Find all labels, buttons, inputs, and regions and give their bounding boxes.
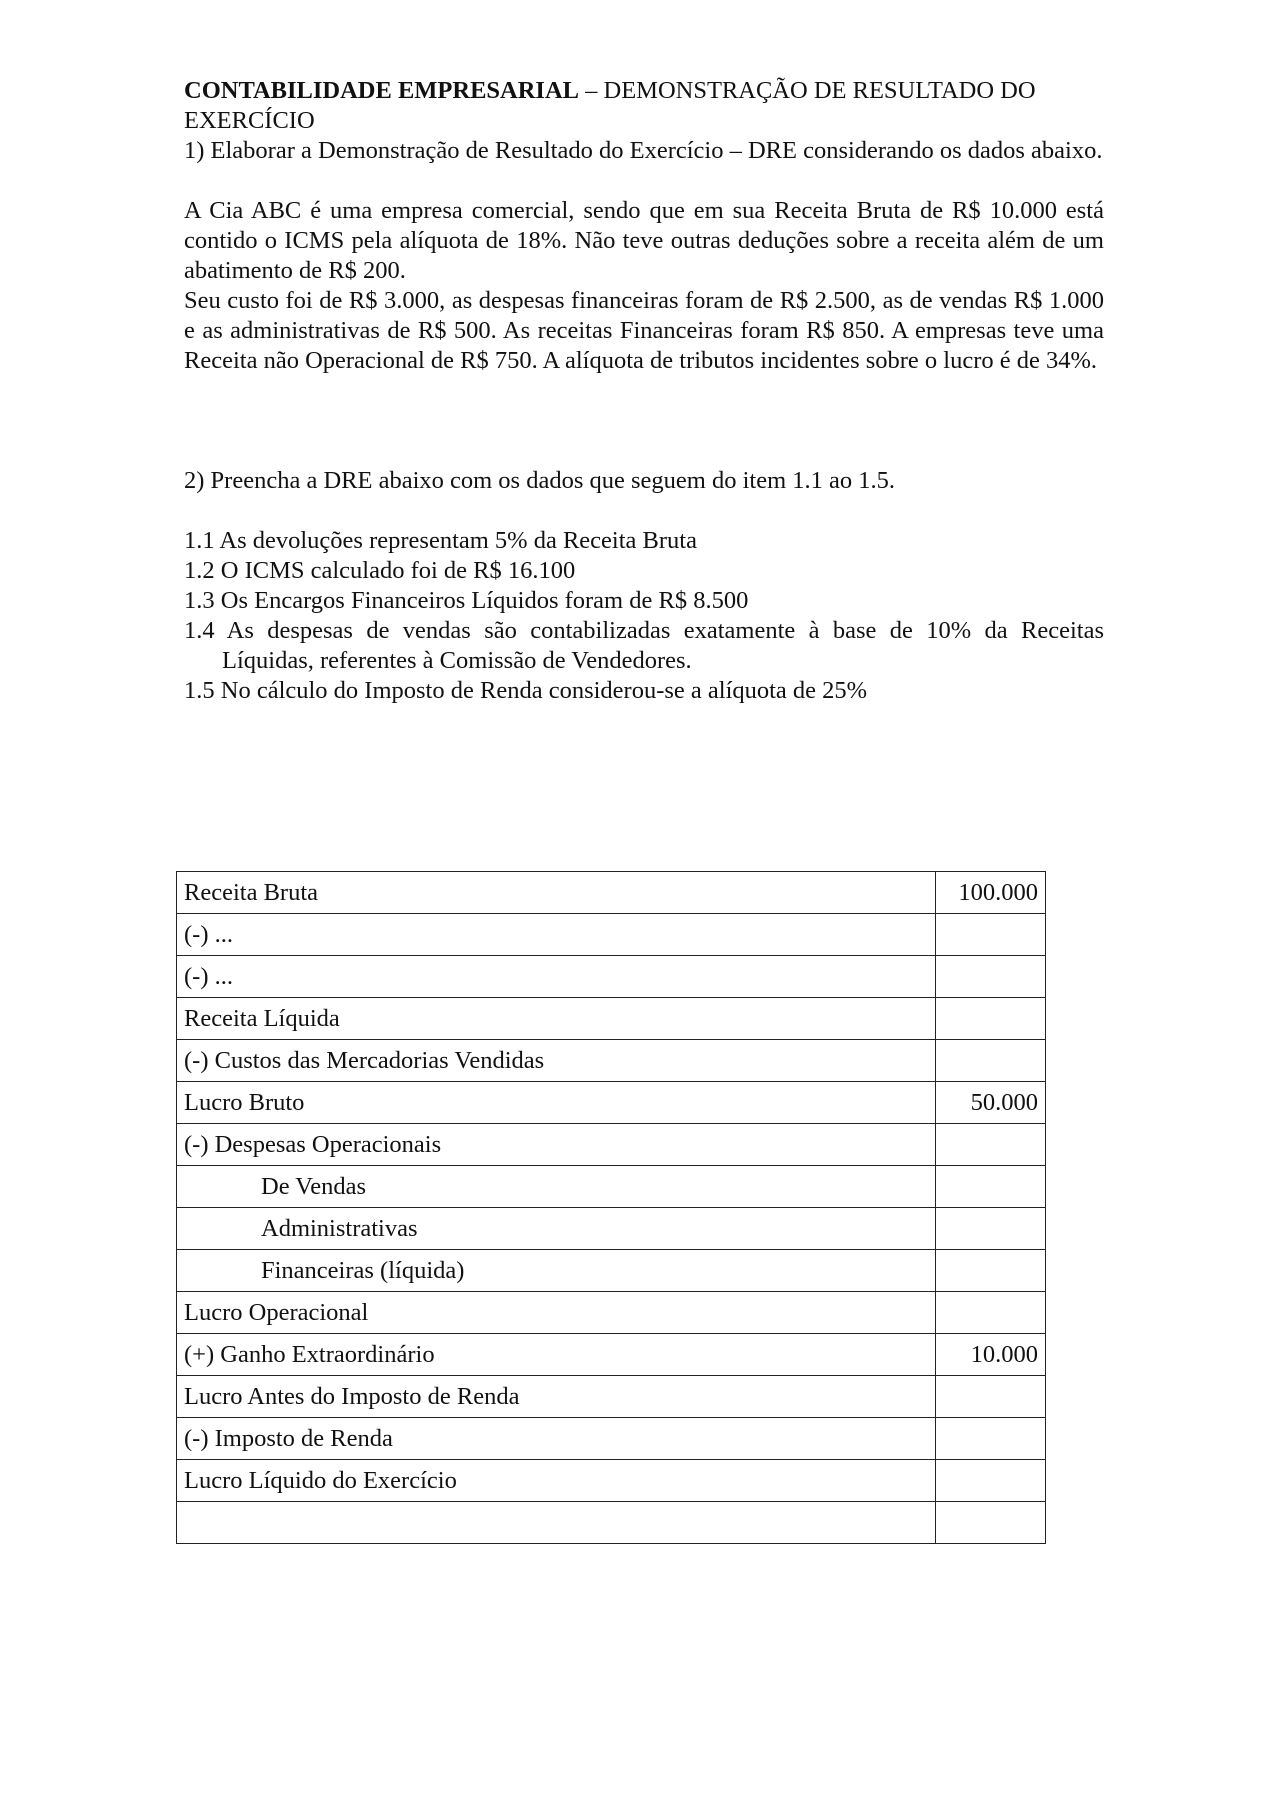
table-row	[177, 1250, 1046, 1292]
row-value	[935, 1250, 1045, 1292]
row-value	[935, 1460, 1045, 1502]
item-1-4: 1.4 As despesas de vendas são contabilizadas exatamente à base de 10% da Receitas Líquidas, referentes à Comissão de Vendedores.	[184, 617, 1104, 674]
row-value	[935, 1040, 1045, 1082]
row-value	[935, 1166, 1045, 1208]
row-value	[935, 998, 1045, 1040]
row-label: Lucro Antes do Imposto de Renda	[177, 1376, 936, 1418]
row-label	[177, 1502, 936, 1544]
table-row	[177, 1124, 1046, 1166]
dre-table	[176, 871, 1046, 1544]
table-row	[177, 1208, 1046, 1250]
row-value	[935, 1292, 1045, 1334]
row-label: Receita Líquida	[177, 998, 936, 1040]
row-label: Receita Bruta	[177, 872, 936, 914]
table-row	[177, 1334, 1046, 1376]
row-label: (-) ...	[177, 914, 936, 956]
row-value	[935, 956, 1045, 998]
item-1-3: 1.3 Os Encargos Financeiros Líquidos foram de R$ 8.500	[184, 587, 749, 614]
row-label: (-) Despesas Operacionais	[177, 1124, 936, 1166]
row-value	[935, 1376, 1045, 1418]
table-row	[177, 1040, 1046, 1082]
table-row	[177, 1460, 1046, 1502]
question-1-paragraph-2: Seu custo foi de R$ 3.000, as despesas financeiras foram de R$ 2.500, as de vendas R$ 1.000 e as administrativas de R$ 500. As receitas Financeiras foram R$ 850. A empresas teve uma Receita não Operacional de R$ 750. A alíquota de tributos incidentes sobre o lucro é de 34%.	[184, 287, 1104, 374]
table-row	[177, 1292, 1046, 1334]
question-1-statement: 1) Elaborar a Demonstração de Resultado do Exercício – DRE considerando os dados abaixo.	[184, 137, 1103, 164]
row-value	[935, 1502, 1045, 1544]
title-bold: CONTABILIDADE EMPRESARIAL	[184, 77, 580, 104]
page-title	[184, 76, 1104, 136]
table-row	[177, 914, 1046, 956]
row-label: (+) Ganho Extraordinário	[177, 1334, 936, 1376]
table-row	[177, 1082, 1046, 1124]
row-value: 50.000	[935, 1082, 1045, 1124]
table-row	[177, 998, 1046, 1040]
document-page	[184, 76, 1104, 706]
row-label: Lucro Bruto	[177, 1082, 936, 1124]
row-value	[935, 1418, 1045, 1460]
row-value	[935, 914, 1045, 956]
row-value	[935, 1208, 1045, 1250]
item-1-2: 1.2 O ICMS calculado foi de R$ 16.100	[184, 557, 576, 584]
question-1-paragraph-1: A Cia ABC é uma empresa comercial, sendo que em sua Receita Bruta de R$ 10.000 está contido o ICMS pela alíquota de 18%. Não teve outras deduções sobre a receita além de um abatimento de R$ 200.	[184, 197, 1104, 284]
row-label: Lucro Líquido do Exercício	[177, 1460, 936, 1502]
question-2-items	[184, 526, 1104, 706]
table-row	[177, 1502, 1046, 1544]
table-row	[177, 956, 1046, 998]
row-label: De Vendas	[177, 1166, 936, 1208]
row-label: Administrativas	[177, 1208, 936, 1250]
row-label: (-) Imposto de Renda	[177, 1418, 936, 1460]
table-row	[177, 1418, 1046, 1460]
row-value	[935, 1124, 1045, 1166]
row-value: 10.000	[935, 1334, 1045, 1376]
question-2-statement: 2) Preencha a DRE abaixo com os dados que seguem do item 1.1 ao 1.5.	[184, 467, 896, 494]
title-rest: – DEMONSTRAÇÃO DE RESULTADO DO EXERCÍCIO	[184, 77, 1036, 134]
row-label: Financeiras (líquida)	[177, 1250, 936, 1292]
row-label: (-) Custos das Mercadorias Vendidas	[177, 1040, 936, 1082]
row-value: 100.000	[935, 872, 1045, 914]
table-row	[177, 1166, 1046, 1208]
table-row	[177, 872, 1046, 914]
item-1-1: 1.1 As devoluções representam 5% da Receita Bruta	[184, 527, 697, 554]
row-label: (-) ...	[177, 956, 936, 998]
table-row	[177, 1376, 1046, 1418]
row-label: Lucro Operacional	[177, 1292, 936, 1334]
item-1-5: 1.5 No cálculo do Imposto de Renda considerou-se a alíquota de 25%	[184, 677, 868, 704]
